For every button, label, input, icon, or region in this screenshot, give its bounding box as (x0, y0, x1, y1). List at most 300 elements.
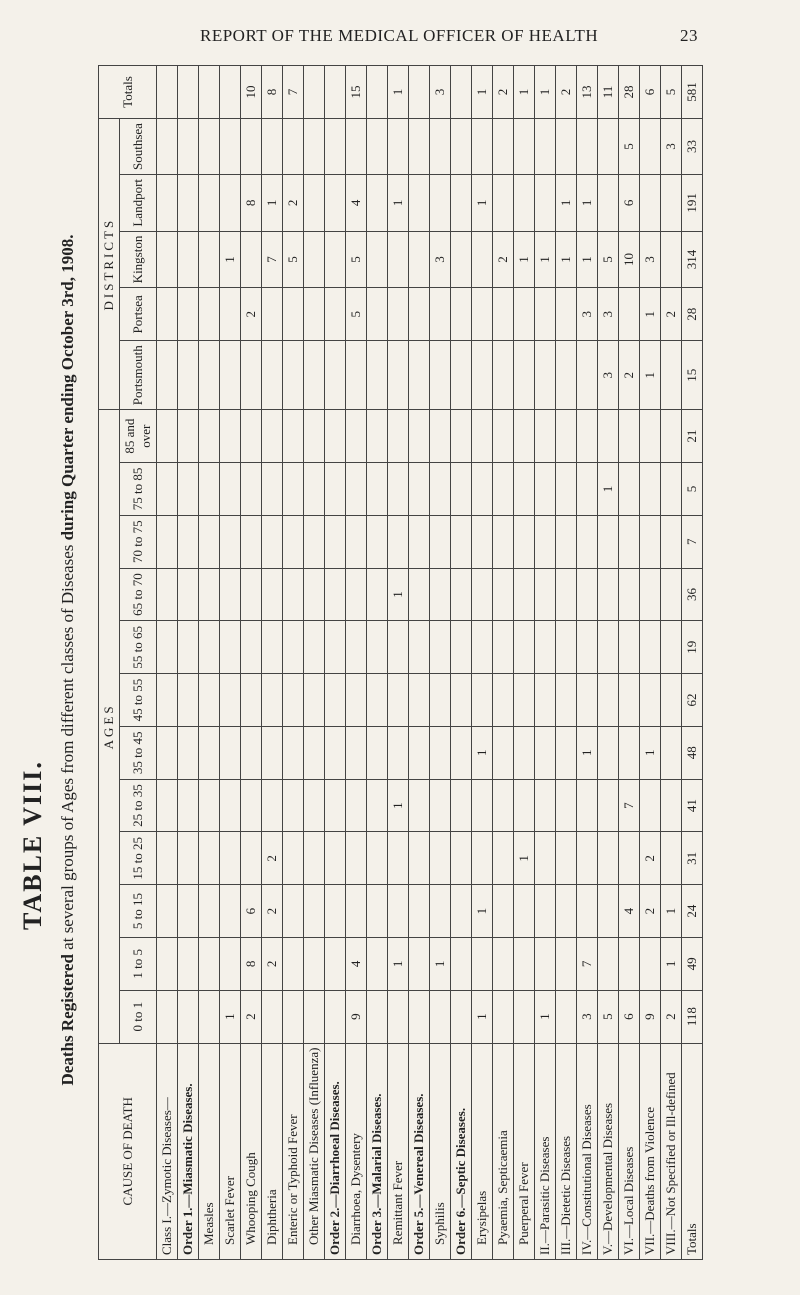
value-cell (472, 621, 493, 674)
value-cell (493, 674, 514, 727)
table-body (157, 66, 703, 1260)
value-cell (157, 288, 178, 341)
value-cell: 1 (535, 231, 556, 288)
value-cell (472, 231, 493, 288)
table-row (535, 66, 556, 1260)
value-cell (304, 779, 325, 832)
value-cell (178, 288, 199, 341)
cause-cell: Order 6.—Septic Diseases. (451, 1043, 472, 1259)
value-cell (325, 674, 346, 727)
value-cell (199, 990, 220, 1043)
value-cell (262, 515, 283, 568)
value-cell (451, 410, 472, 463)
value-cell: 1 (388, 568, 409, 621)
table-row (241, 66, 262, 1260)
value-cell (409, 174, 430, 231)
value-cell (262, 568, 283, 621)
age-column-header: 15 to 25 (120, 832, 157, 885)
value-cell (325, 410, 346, 463)
age-column-header: 0 to 1 (120, 990, 157, 1043)
totals-header: Totals (99, 66, 157, 119)
value-cell (493, 885, 514, 938)
value-cell (598, 621, 619, 674)
value-cell (514, 515, 535, 568)
value-cell (220, 66, 241, 119)
value-cell (199, 410, 220, 463)
value-cell (220, 779, 241, 832)
table-row (493, 66, 514, 1260)
value-cell (199, 66, 220, 119)
value-cell (367, 937, 388, 990)
cause-cell: Order 5.—Venereal Diseases. (409, 1043, 430, 1259)
value-cell (514, 341, 535, 410)
value-cell (493, 937, 514, 990)
value-cell: 2 (493, 231, 514, 288)
value-cell: 7 (682, 515, 703, 568)
value-cell (199, 231, 220, 288)
value-cell (493, 410, 514, 463)
age-column-header: 55 to 65 (120, 621, 157, 674)
value-cell (199, 341, 220, 410)
value-cell (493, 990, 514, 1043)
age-column-header: 65 to 70 (120, 568, 157, 621)
value-cell (577, 410, 598, 463)
value-cell: 1 (472, 885, 493, 938)
value-cell (493, 119, 514, 175)
value-cell (220, 515, 241, 568)
value-cell (451, 231, 472, 288)
value-cell (472, 288, 493, 341)
value-cell (199, 119, 220, 175)
value-cell (535, 288, 556, 341)
value-cell (430, 174, 451, 231)
value-cell (535, 726, 556, 779)
value-cell (304, 341, 325, 410)
value-cell: 19 (682, 621, 703, 674)
value-cell (661, 341, 682, 410)
value-cell (472, 568, 493, 621)
value-cell (451, 674, 472, 727)
value-cell: 15 (682, 341, 703, 410)
value-cell: 1 (472, 66, 493, 119)
value-cell (178, 885, 199, 938)
value-cell: 6 (619, 174, 640, 231)
value-cell (661, 410, 682, 463)
value-cell (430, 885, 451, 938)
value-cell: 581 (682, 66, 703, 119)
value-cell (535, 937, 556, 990)
value-cell (157, 726, 178, 779)
value-cell (598, 726, 619, 779)
value-cell (283, 341, 304, 410)
value-cell (430, 119, 451, 175)
value-cell (388, 990, 409, 1043)
value-cell (409, 990, 430, 1043)
value-cell (535, 341, 556, 410)
value-cell (283, 885, 304, 938)
value-cell (367, 885, 388, 938)
value-cell (388, 621, 409, 674)
value-cell: 2 (241, 990, 262, 1043)
table-label: TABLE VIII. (18, 760, 47, 930)
value-cell: 2 (661, 288, 682, 341)
value-cell (346, 621, 367, 674)
value-cell: 31 (682, 832, 703, 885)
value-cell (535, 410, 556, 463)
table-row (472, 66, 493, 1260)
value-cell (577, 515, 598, 568)
value-cell (556, 410, 577, 463)
value-cell (472, 341, 493, 410)
value-cell (262, 621, 283, 674)
value-cell (640, 174, 661, 231)
value-cell (409, 568, 430, 621)
value-cell (157, 937, 178, 990)
value-cell: 4 (619, 885, 640, 938)
value-cell: 1 (661, 937, 682, 990)
value-cell: 1 (598, 463, 619, 516)
value-cell (409, 726, 430, 779)
value-cell (472, 832, 493, 885)
value-cell (451, 341, 472, 410)
value-cell (283, 568, 304, 621)
value-cell (472, 410, 493, 463)
value-cell (451, 568, 472, 621)
value-cell (661, 621, 682, 674)
table-row (220, 66, 241, 1260)
value-cell (388, 726, 409, 779)
table-row (304, 66, 325, 1260)
value-cell: 3 (577, 990, 598, 1043)
cause-cell: IV.—Constitutional Diseases (577, 1043, 598, 1259)
value-cell (598, 674, 619, 727)
value-cell: 191 (682, 174, 703, 231)
value-cell (388, 288, 409, 341)
value-cell: 1 (220, 990, 241, 1043)
value-cell (325, 568, 346, 621)
value-cell: 1 (388, 174, 409, 231)
value-cell (409, 621, 430, 674)
value-cell: 13 (577, 66, 598, 119)
value-cell (661, 568, 682, 621)
value-cell (304, 885, 325, 938)
value-cell (241, 410, 262, 463)
value-cell (304, 231, 325, 288)
table-row (619, 66, 640, 1260)
value-cell (178, 463, 199, 516)
table-row (451, 66, 472, 1260)
value-cell (640, 621, 661, 674)
cause-cell: Diarrhoea, Dysentery (346, 1043, 367, 1259)
value-cell (367, 990, 388, 1043)
value-cell: 9 (346, 990, 367, 1043)
value-cell: 1 (472, 174, 493, 231)
value-cell (388, 463, 409, 516)
cause-cell: V.—Developmental Diseases (598, 1043, 619, 1259)
value-cell (178, 231, 199, 288)
value-cell (220, 288, 241, 341)
value-cell: 49 (682, 937, 703, 990)
value-cell: 1 (514, 832, 535, 885)
value-cell (346, 463, 367, 516)
value-cell (367, 119, 388, 175)
value-cell (367, 463, 388, 516)
cause-cell: Totals (682, 1043, 703, 1259)
value-cell (640, 119, 661, 175)
value-cell (409, 231, 430, 288)
value-cell: 10 (241, 66, 262, 119)
value-cell (262, 779, 283, 832)
value-cell (619, 288, 640, 341)
value-cell (514, 621, 535, 674)
value-cell (388, 674, 409, 727)
district-column-header: Portsea (120, 288, 157, 341)
value-cell (199, 937, 220, 990)
value-cell (493, 779, 514, 832)
age-column-header: 75 to 85 (120, 463, 157, 516)
value-cell (619, 621, 640, 674)
value-cell: 7 (619, 779, 640, 832)
value-cell (346, 515, 367, 568)
table-row (262, 66, 283, 1260)
value-cell (451, 990, 472, 1043)
value-cell (157, 832, 178, 885)
value-cell: 21 (682, 410, 703, 463)
value-cell (640, 463, 661, 516)
value-cell: 2 (556, 66, 577, 119)
value-cell: 8 (241, 937, 262, 990)
value-cell (430, 726, 451, 779)
value-cell: 15 (346, 66, 367, 119)
value-cell (451, 66, 472, 119)
value-cell: 5 (346, 288, 367, 341)
value-cell (199, 885, 220, 938)
value-cell (283, 990, 304, 1043)
age-column-header: 85 and over (120, 410, 157, 463)
group-header-row (99, 66, 120, 1260)
value-cell (304, 410, 325, 463)
value-cell (577, 832, 598, 885)
value-cell (451, 288, 472, 341)
value-cell: 1 (661, 885, 682, 938)
subtitle-bold: during Quarter ending October 3rd, 1908. (58, 234, 77, 541)
value-cell (556, 832, 577, 885)
value-cell (262, 463, 283, 516)
value-cell: 48 (682, 726, 703, 779)
age-column-header: 70 to 75 (120, 515, 157, 568)
value-cell (556, 779, 577, 832)
value-cell (367, 779, 388, 832)
value-cell (598, 410, 619, 463)
value-cell (199, 726, 220, 779)
age-column-header: 45 to 55 (120, 674, 157, 727)
value-cell (556, 288, 577, 341)
value-cell (661, 674, 682, 727)
value-cell (304, 119, 325, 175)
value-cell: 6 (619, 990, 640, 1043)
value-cell (472, 119, 493, 175)
value-cell (598, 885, 619, 938)
value-cell (430, 288, 451, 341)
value-cell (241, 779, 262, 832)
cause-cell: III.—Dietetic Diseases (556, 1043, 577, 1259)
value-cell: 3 (430, 231, 451, 288)
value-cell (157, 779, 178, 832)
value-cell (535, 674, 556, 727)
value-cell (514, 726, 535, 779)
value-cell (598, 568, 619, 621)
value-cell (640, 674, 661, 727)
value-cell: 6 (640, 66, 661, 119)
value-cell (388, 231, 409, 288)
value-cell (325, 779, 346, 832)
value-cell (514, 885, 535, 938)
value-cell: 3 (661, 119, 682, 175)
value-cell (220, 410, 241, 463)
value-cell (430, 341, 451, 410)
value-cell (661, 726, 682, 779)
value-cell: 41 (682, 779, 703, 832)
value-cell (430, 568, 451, 621)
value-cell (283, 726, 304, 779)
value-cell (241, 341, 262, 410)
value-cell (367, 231, 388, 288)
value-cell (661, 515, 682, 568)
value-cell (262, 674, 283, 727)
value-cell (388, 832, 409, 885)
value-cell (199, 779, 220, 832)
value-cell: 2 (262, 937, 283, 990)
table-row (430, 66, 451, 1260)
value-cell (514, 674, 535, 727)
value-cell (199, 674, 220, 727)
value-cell (598, 937, 619, 990)
value-cell: 8 (262, 66, 283, 119)
value-cell (598, 779, 619, 832)
value-cell (451, 119, 472, 175)
value-cell (220, 674, 241, 727)
cause-cell: Syphilis (430, 1043, 451, 1259)
value-cell (325, 288, 346, 341)
value-cell (556, 937, 577, 990)
value-cell (283, 463, 304, 516)
value-cell: 5 (661, 66, 682, 119)
value-cell (472, 779, 493, 832)
value-cell (598, 174, 619, 231)
value-cell (514, 937, 535, 990)
value-cell: 1 (556, 231, 577, 288)
value-cell (430, 463, 451, 516)
value-cell (262, 288, 283, 341)
value-cell: 8 (241, 174, 262, 231)
value-cell (157, 231, 178, 288)
value-cell (619, 937, 640, 990)
cause-cell: Measles (199, 1043, 220, 1259)
value-cell: 1 (535, 66, 556, 119)
value-cell (619, 568, 640, 621)
value-cell (388, 885, 409, 938)
value-cell (409, 288, 430, 341)
cause-cell: Order 3.—Malarial Diseases. (367, 1043, 388, 1259)
value-cell (367, 621, 388, 674)
value-cell (178, 990, 199, 1043)
value-cell (346, 726, 367, 779)
value-cell: 2 (619, 341, 640, 410)
value-cell (514, 410, 535, 463)
value-cell: 3 (640, 231, 661, 288)
value-cell (346, 674, 367, 727)
value-cell (367, 515, 388, 568)
value-cell: 1 (577, 231, 598, 288)
value-cell (430, 621, 451, 674)
table-row (157, 66, 178, 1260)
value-cell: 5 (598, 231, 619, 288)
value-cell (325, 231, 346, 288)
value-cell (577, 621, 598, 674)
value-cell: 1 (514, 66, 535, 119)
value-cell (535, 779, 556, 832)
value-cell (409, 119, 430, 175)
value-cell (493, 463, 514, 516)
table-row (514, 66, 535, 1260)
value-cell: 1 (472, 990, 493, 1043)
value-cell: 5 (619, 119, 640, 175)
value-cell: 7 (577, 937, 598, 990)
value-cell (493, 288, 514, 341)
cause-cell: Puerperal Fever (514, 1043, 535, 1259)
table-row (577, 66, 598, 1260)
value-cell (283, 621, 304, 674)
value-cell (640, 937, 661, 990)
value-cell (388, 341, 409, 410)
value-cell (304, 174, 325, 231)
cause-cell: Erysipelas (472, 1043, 493, 1259)
table-row (325, 66, 346, 1260)
cause-header: CAUSE OF DEATH (99, 1043, 157, 1259)
value-cell: 4 (346, 174, 367, 231)
value-cell: 118 (682, 990, 703, 1043)
value-cell (178, 119, 199, 175)
value-cell (178, 568, 199, 621)
value-cell: 7 (283, 66, 304, 119)
value-cell (283, 515, 304, 568)
value-cell (262, 726, 283, 779)
value-cell (451, 885, 472, 938)
value-cell: 5 (598, 990, 619, 1043)
value-cell (157, 463, 178, 516)
value-cell (577, 779, 598, 832)
value-cell: 28 (619, 66, 640, 119)
value-cell (220, 726, 241, 779)
value-cell (577, 674, 598, 727)
value-cell (178, 779, 199, 832)
deaths-table (98, 65, 703, 1260)
cause-cell: Class I.—Zymotic Diseases— (157, 1043, 178, 1259)
value-cell (535, 463, 556, 516)
value-cell (367, 174, 388, 231)
value-cell (367, 341, 388, 410)
subtitle-prefix: Deaths Registered (58, 954, 77, 1086)
cause-cell: Order 2.—Diarrhoeal Diseases. (325, 1043, 346, 1259)
value-cell (430, 674, 451, 727)
table-row (199, 66, 220, 1260)
value-cell (556, 119, 577, 175)
district-column-header: Portsmouth (120, 341, 157, 410)
value-cell (514, 288, 535, 341)
value-cell (346, 341, 367, 410)
value-cell (577, 119, 598, 175)
value-cell: 2 (283, 174, 304, 231)
